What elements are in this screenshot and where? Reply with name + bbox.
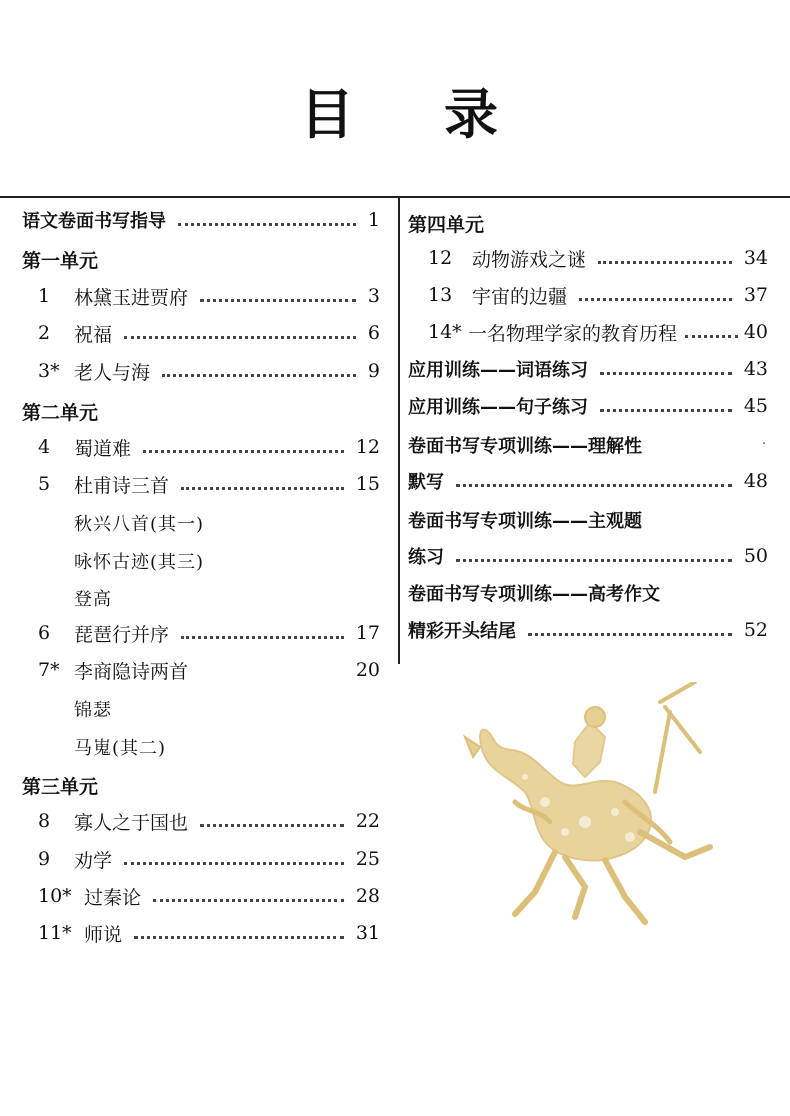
entry-title: 过秦论 bbox=[84, 886, 142, 909]
toc-entry-training-words[interactable] bbox=[408, 351, 768, 387]
toc-entry-special-1[interactable] bbox=[408, 463, 768, 499]
lesson-number: 12 bbox=[428, 247, 453, 269]
entry-title: 语文卷面书写指导 bbox=[22, 211, 166, 232]
entry-title: 练习 bbox=[408, 547, 444, 568]
lesson-number: 5 bbox=[38, 473, 51, 495]
entry-page: 50 bbox=[743, 545, 768, 567]
toc-entry-special-2[interactable] bbox=[408, 538, 768, 574]
title-char-2: 录 bbox=[444, 82, 498, 146]
toc-entry-lesson-8[interactable] bbox=[38, 803, 380, 839]
lesson-number: 9 bbox=[38, 848, 51, 870]
entry-title: 老人与海 bbox=[74, 361, 151, 384]
leader-dots bbox=[456, 559, 732, 562]
entry-title: 动物游戏之谜 bbox=[472, 248, 587, 271]
toc-entry-lesson-3[interactable] bbox=[38, 353, 380, 389]
entry-page: 52 bbox=[743, 619, 768, 641]
leader-dots bbox=[200, 824, 344, 827]
entry-page: 15 bbox=[355, 473, 380, 495]
entry-page: 34 bbox=[743, 247, 768, 269]
unit-heading-3: 第三单元 bbox=[22, 776, 99, 798]
entry-title: 祝福 bbox=[74, 323, 113, 346]
leader-dots bbox=[579, 298, 732, 301]
lesson-number: 10* bbox=[38, 885, 72, 907]
lesson-number: 11* bbox=[38, 922, 72, 944]
unit-heading-2: 第二单元 bbox=[22, 402, 99, 424]
toc-entry-lesson-4[interactable] bbox=[38, 429, 380, 465]
toc-entry-lesson-10[interactable] bbox=[38, 878, 380, 914]
entry-title: 林黛玉进贾府 bbox=[74, 286, 189, 309]
toc-entry-lesson-5[interactable] bbox=[38, 466, 380, 502]
entry-page: 22 bbox=[355, 810, 380, 832]
lesson-number: 6 bbox=[38, 622, 51, 644]
entry-title: 应用训练——词语练习 bbox=[408, 360, 588, 381]
toc-entry-special-1-line1[interactable]: 卷面书写专项训练——理解性 bbox=[408, 436, 642, 457]
entry-page: 9 bbox=[367, 360, 380, 382]
entry-title: 李商隐诗两首 bbox=[74, 660, 189, 683]
entry-title: 一名物理学家的教育历程 bbox=[468, 322, 678, 345]
entry-page: 48 bbox=[743, 470, 768, 492]
entry-page: 37 bbox=[743, 284, 768, 306]
entry-title: 精彩开头结尾 bbox=[408, 621, 516, 642]
toc-entry-lesson-13[interactable] bbox=[428, 277, 768, 313]
leader-dots bbox=[162, 374, 356, 377]
entry-title: 琵琶行并序 bbox=[74, 623, 170, 646]
entry-page: 3 bbox=[367, 285, 380, 307]
toc-entry-lesson-2[interactable] bbox=[38, 315, 380, 351]
leader-dots bbox=[200, 299, 356, 302]
lesson-number: 14* bbox=[428, 321, 462, 343]
entry-page: 28 bbox=[355, 885, 380, 907]
lesson-number: 4 bbox=[38, 436, 51, 458]
sub-poem-2[interactable]: 咏怀古迹(其三) bbox=[74, 552, 205, 573]
entry-page: 17 bbox=[355, 622, 380, 644]
title-char-1: 目 bbox=[300, 82, 354, 146]
leader-dots bbox=[598, 261, 732, 264]
leader-dots bbox=[181, 636, 344, 639]
leader-dots bbox=[143, 450, 344, 453]
toc-entry-special-3-line1[interactable]: 卷面书写专项训练——高考作文 bbox=[408, 584, 660, 605]
toc-entry-lesson-6[interactable] bbox=[38, 615, 380, 651]
leader-dots bbox=[124, 862, 344, 865]
entry-title: 默写 bbox=[408, 472, 444, 493]
entry-page: 25 bbox=[355, 848, 380, 870]
entry-title: 劝学 bbox=[74, 849, 113, 872]
leader-dots bbox=[528, 633, 732, 636]
leader-dots bbox=[600, 409, 732, 412]
toc-entry-lesson-7[interactable] bbox=[38, 652, 380, 688]
lesson-number: 2 bbox=[38, 322, 51, 344]
sub-poem-1[interactable]: 秋兴八首(其一) bbox=[74, 514, 205, 535]
sub-poem-5[interactable]: 马嵬(其二) bbox=[74, 738, 167, 759]
lesson-number: 1 bbox=[38, 285, 51, 307]
toc-entry-lesson-11[interactable] bbox=[38, 915, 380, 951]
entry-title: 寡人之于国也 bbox=[74, 811, 189, 834]
entry-page: 45 bbox=[743, 395, 768, 417]
leader-dots bbox=[178, 223, 356, 226]
entry-title: 应用训练——句子练习 bbox=[408, 397, 588, 418]
leader-dots bbox=[124, 336, 356, 339]
leader-dots bbox=[181, 487, 344, 490]
lesson-number: 8 bbox=[38, 810, 51, 832]
stray-mark: · bbox=[762, 436, 767, 452]
entry-title: 宇宙的边疆 bbox=[472, 285, 568, 308]
entry-page: 40 bbox=[743, 321, 768, 343]
page-title bbox=[300, 72, 498, 149]
toc-entry-lesson-14[interactable] bbox=[428, 314, 768, 350]
toc-entry-lesson-12[interactable] bbox=[428, 240, 768, 276]
lesson-number: 3* bbox=[38, 360, 60, 382]
toc-entry-lesson-1[interactable] bbox=[38, 278, 380, 314]
toc-entry-guide[interactable] bbox=[22, 202, 380, 238]
leader-dots bbox=[600, 372, 732, 375]
entry-page: 43 bbox=[743, 358, 768, 380]
toc-entry-special-3[interactable] bbox=[408, 612, 768, 648]
toc-entry-special-2-line1[interactable]: 卷面书写专项训练——主观题 bbox=[408, 511, 642, 532]
entry-page: 20 bbox=[355, 659, 380, 681]
leader-dots bbox=[685, 335, 738, 338]
sub-poem-3[interactable]: 登高 bbox=[74, 589, 112, 610]
toc-entry-lesson-9[interactable] bbox=[38, 841, 380, 877]
entry-page: 31 bbox=[355, 922, 380, 944]
horse-rider-illustration bbox=[455, 682, 717, 934]
toc-entry-training-sentences[interactable] bbox=[408, 388, 768, 424]
entry-page: 6 bbox=[367, 322, 380, 344]
entry-title: 蜀道难 bbox=[74, 437, 132, 460]
leader-dots bbox=[153, 899, 344, 902]
leader-dots bbox=[456, 484, 732, 487]
lesson-number: 7* bbox=[38, 659, 60, 681]
leader-dots bbox=[134, 936, 344, 939]
entry-title: 师说 bbox=[84, 923, 123, 946]
unit-heading-4: 第四单元 bbox=[408, 214, 485, 236]
lesson-number: 13 bbox=[428, 284, 453, 306]
entry-page: 12 bbox=[355, 436, 380, 458]
unit-heading-1: 第一单元 bbox=[22, 250, 99, 272]
entry-page: 1 bbox=[367, 209, 380, 231]
entry-title: 杜甫诗三首 bbox=[74, 474, 170, 497]
sub-poem-4[interactable]: 锦瑟 bbox=[74, 700, 112, 721]
header-rule bbox=[0, 196, 790, 198]
column-divider bbox=[398, 198, 400, 664]
